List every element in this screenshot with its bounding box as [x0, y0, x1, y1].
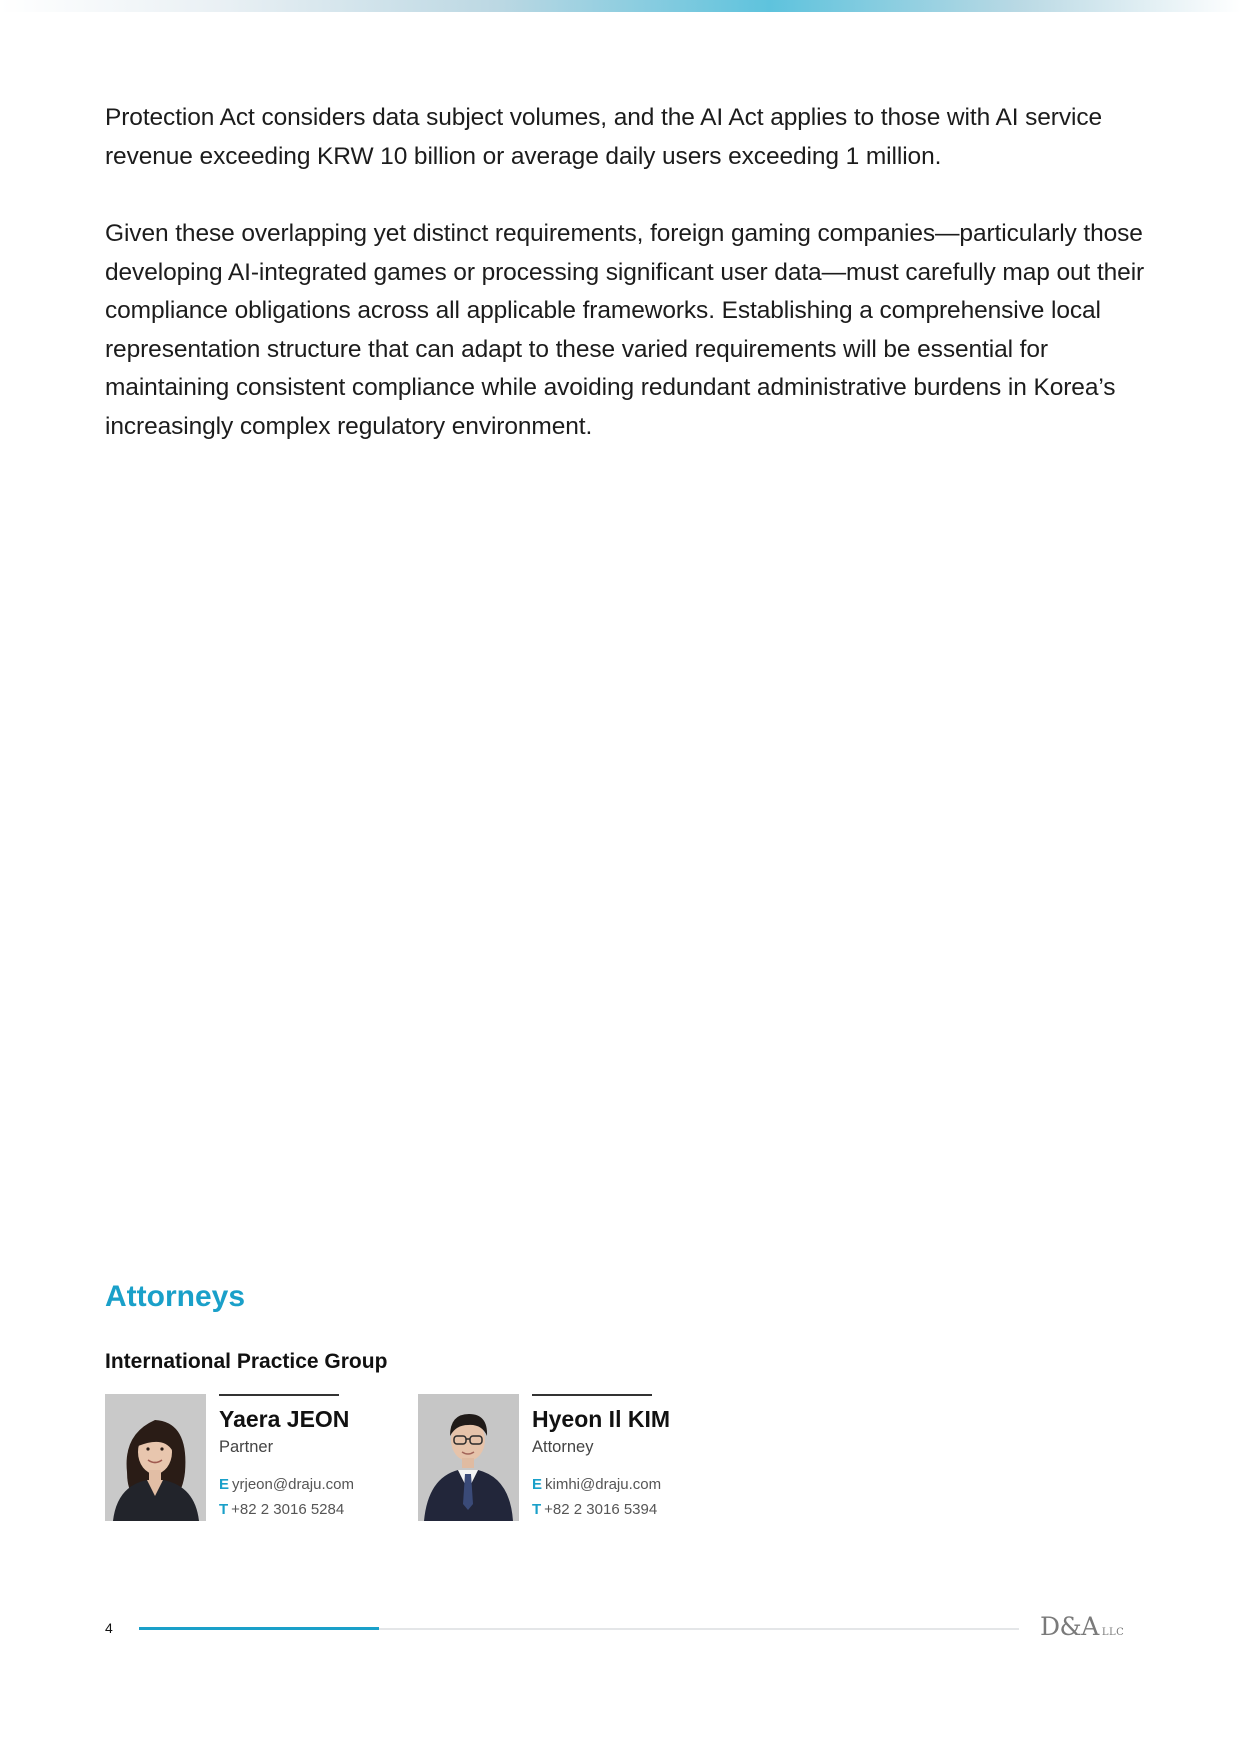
phone-value[interactable]: +82 2 3016 5394 [544, 1501, 658, 1518]
attorney-email[interactable] [219, 1476, 354, 1493]
avatar-yaera-jeon-photo [105, 1394, 206, 1521]
attorney-name: Hyeon Il KIM [532, 1406, 671, 1432]
attorney-name: Yaera JEON [219, 1406, 350, 1432]
phone-key: T [219, 1501, 229, 1518]
avatar [418, 1394, 519, 1521]
attorney-phone[interactable] [532, 1501, 657, 1518]
footer-rule-accent [139, 1627, 379, 1630]
avatar [105, 1394, 206, 1521]
practice-group-label: International Practice Group [105, 1350, 388, 1373]
attorney-email[interactable] [532, 1476, 661, 1493]
avatar-hyeon-il-kim-photo [418, 1394, 519, 1521]
attorney-role: Attorney [532, 1438, 594, 1456]
email-value[interactable]: yrjeon@draju.com [232, 1476, 354, 1493]
company-logo [1040, 1612, 1124, 1641]
paragraph-text: Protection Act considers data subject volumes, and the AI Act applies to those with AI service revenue exceeding KRW 10 billion or average daily users exceeding 1 million. [105, 104, 1103, 170]
paragraph-text: Given these overlapping yet distinct requirements, foreign gaming companies—particularly those developing AI-integrated games or processing significant user data—must carefully map out their compliance obligations across all applicable frameworks. Establishing a comprehensive local representation structure that can adapt to these varied requirements will be essential for maintaining consistent compliance while avoiding redundant administrative burdens in Korea’s increasingly complex regulatory environment. [105, 220, 1145, 440]
attorneys-heading: Attorneys [105, 1280, 246, 1313]
page-number: 4 [105, 1620, 113, 1636]
top-gradient-bar [0, 0, 1241, 12]
divider [219, 1394, 339, 1396]
body-paragraph-2 [105, 215, 1145, 447]
email-key: E [532, 1476, 543, 1493]
divider [532, 1394, 652, 1396]
attorney-role: Partner [219, 1438, 274, 1456]
logo-mark: D&A [1040, 1612, 1099, 1641]
email-key: E [219, 1476, 230, 1493]
phone-value[interactable]: +82 2 3016 5284 [231, 1501, 345, 1518]
phone-key: T [532, 1501, 542, 1518]
email-value[interactable]: kimhi@draju.com [545, 1476, 662, 1493]
body-paragraph-1 [105, 99, 1145, 176]
attorney-phone[interactable] [219, 1501, 344, 1518]
logo-suffix: LLC [1101, 1627, 1125, 1638]
